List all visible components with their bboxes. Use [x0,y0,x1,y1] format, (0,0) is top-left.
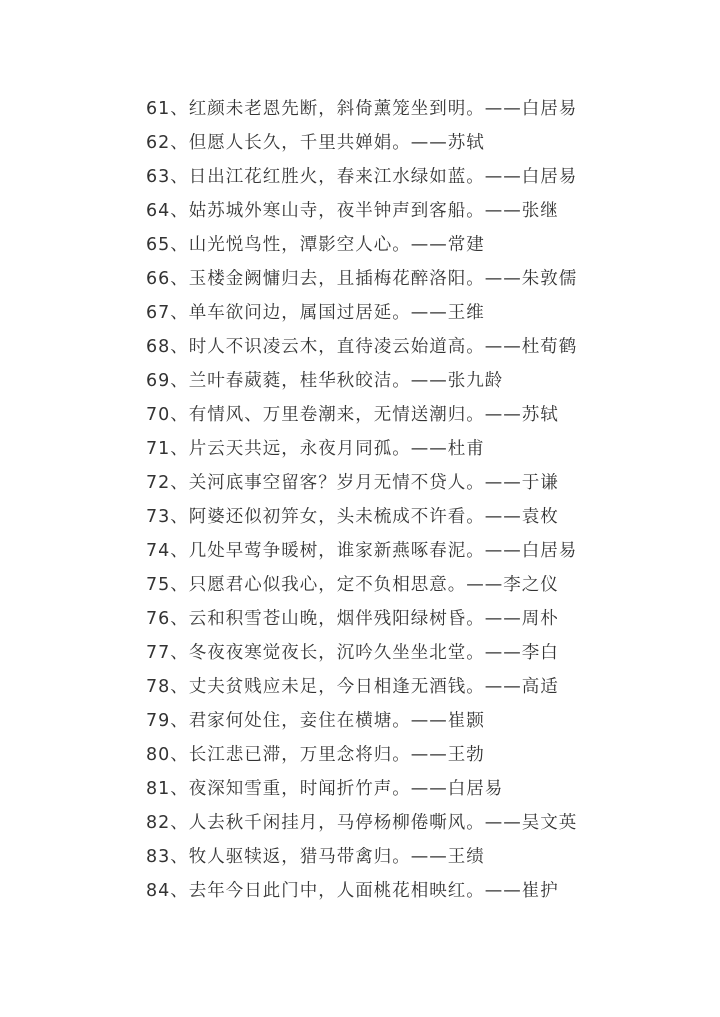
poem-line-83: 83、牧人驱犊返，猎马带禽归。——王绩 [146,847,485,867]
poem-line-79: 79、君家何处住，妾住在横塘。——崔颢 [146,711,485,731]
poem-line-67: 67、单车欲问边，属国过居延。——王维 [146,303,485,323]
poem-line-81: 81、夜深知雪重，时闻折竹声。——白居易 [146,779,504,799]
poem-line-77: 77、冬夜夜寒觉夜长，沉吟久坐坐北堂。——李白 [146,643,559,663]
poem-line-72: 72、关河底事空留客？岁月无情不贷人。——于谦 [146,473,559,493]
poem-line-69: 69、兰叶春葳蕤，桂华秋皎洁。——张九龄 [146,371,504,391]
poem-line-80: 80、长江悲已滞，万里念将归。——王勃 [146,745,485,765]
poem-line-62: 62、但愿人长久，千里共婵娟。——苏轼 [146,133,485,153]
poem-line-73: 73、阿婆还似初笄女，头未梳成不许看。——袁枚 [146,507,559,527]
poem-line-71: 71、片云天共远，永夜月同孤。——杜甫 [146,439,485,459]
poem-line-76: 76、云和积雪苍山晚，烟伴残阳绿树昏。——周朴 [146,609,559,629]
poem-line-70: 70、有情风、万里卷潮来，无情送潮归。——苏轼 [146,405,559,425]
poem-line-66: 66、玉楼金阙慵归去，且插梅花醉洛阳。——朱敦儒 [146,269,578,289]
poem-line-61: 61、红颜未老恩先断，斜倚薰笼坐到明。——白居易 [146,99,578,119]
poem-line-75: 75、只愿君心似我心，定不负相思意。——李之仪 [146,575,559,595]
poem-line-84: 84、去年今日此门中，人面桃花相映红。——崔护 [146,881,559,901]
poem-line-63: 63、日出江花红胜火，春来江水绿如蓝。——白居易 [146,167,578,187]
poem-line-65: 65、山光悦鸟性，潭影空人心。——常建 [146,235,485,255]
poem-line-82: 82、人去秋千闲挂月，马停杨柳倦嘶风。——吴文英 [146,813,578,833]
poem-line-64: 64、姑苏城外寒山寺，夜半钟声到客船。——张继 [146,201,559,221]
poem-lines-list [146,92,577,908]
poem-line-78: 78、丈夫贫贱应未足，今日相逢无酒钱。——高适 [146,677,559,697]
poem-line-74: 74、几处早莺争暖树，谁家新燕啄春泥。——白居易 [146,541,578,561]
poem-line-68: 68、时人不识凌云木，直待凌云始道高。——杜荀鹤 [146,337,578,357]
